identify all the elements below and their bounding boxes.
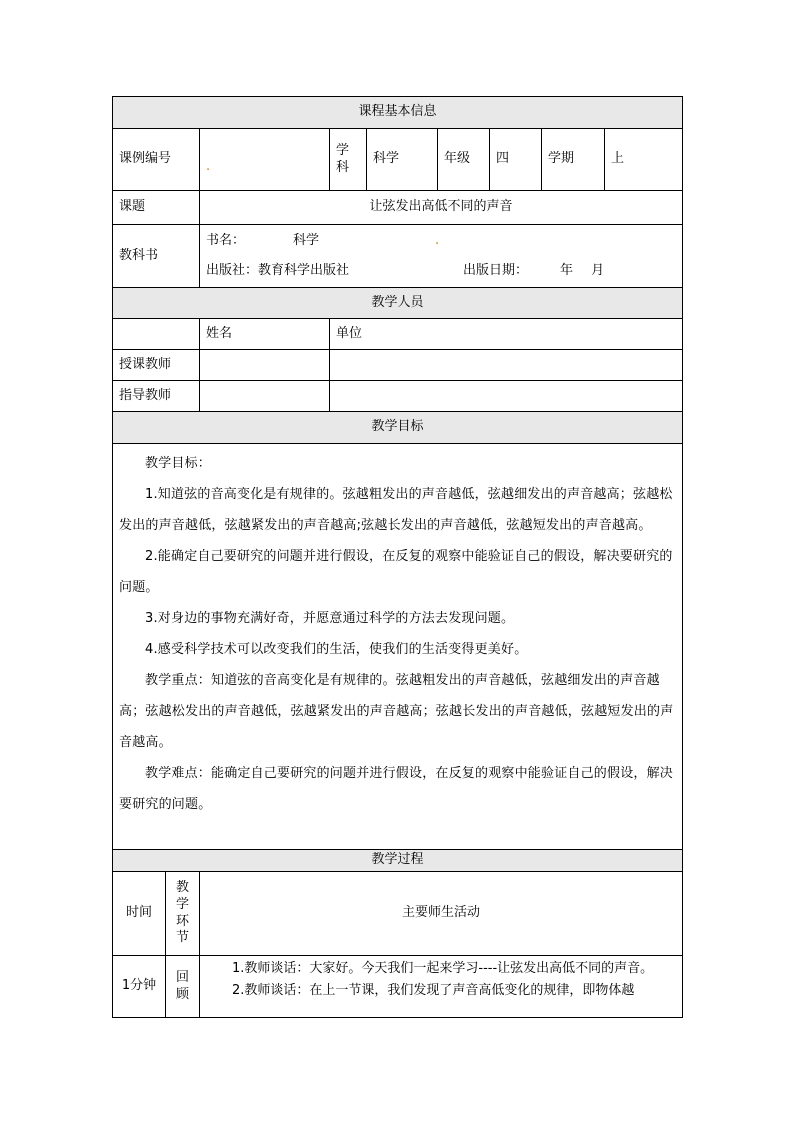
textbook-label: 教科书 bbox=[113, 225, 200, 288]
case-no-value: . bbox=[206, 159, 211, 175]
basic-info-header: 课程基本信息 bbox=[113, 97, 683, 129]
name-column-header: 姓名 bbox=[200, 319, 330, 350]
publisher-value: 教育科学出版社 bbox=[258, 262, 350, 278]
process-activities bbox=[200, 956, 683, 1018]
book-name-value: 科学 bbox=[293, 232, 320, 248]
process-stage: 回 顾 bbox=[166, 956, 200, 1018]
lesson-plan-table bbox=[112, 96, 683, 1018]
teacher-name-cell bbox=[200, 350, 330, 381]
pub-month-label: 月 bbox=[591, 262, 605, 278]
time-column-header: 时间 bbox=[113, 872, 166, 956]
objective-2: 2.能确定自己要研究的问题并进行假设，在反复的观察中能验证自己的假设，解决要研究的问题。 bbox=[119, 549, 673, 595]
topic-label: 课题 bbox=[113, 191, 200, 225]
objective-1: 1.知道弦的音高变化是有规律的。弦越粗发出的声音越低，弦越细发出的声音越高；弦越松发出的声音越低，弦越紧发出的声音越高;弦越长发出的声音越低，弦越短发出的声音越高。 bbox=[119, 487, 673, 533]
objective-4: 4.感受科学技术可以改变我们的生活，使我们的生活变得更美好。 bbox=[145, 642, 528, 657]
grade-value: 四 bbox=[490, 129, 542, 191]
pub-date-label: 出版日期： bbox=[463, 262, 529, 278]
activity-2: 2.教师谈话：在上一节课，我们发现了声音高低变化的规律，即物体越 bbox=[232, 983, 635, 998]
stage-column-header: 教 学 环 节 bbox=[166, 872, 200, 956]
staff-corner-cell bbox=[113, 319, 200, 350]
publisher-label: 出版社： bbox=[206, 262, 259, 278]
key-point: 教学重点：知道弦的音高变化是有规律的。弦越粗发出的声音越低，弦越细发出的声音越高；弦越松发出的声音越低，弦越紧发出的声音越高；弦越长发出的声音越低，弦越短发出的声音越高。 bbox=[119, 673, 674, 750]
activity-1: 1.教师谈话：大家好。今天我们一起来学习----让弦发出高低不同的声音。 bbox=[232, 961, 654, 976]
subject-label: 学 科 bbox=[330, 129, 367, 191]
advisor-label: 指导教师 bbox=[113, 381, 200, 412]
unit-column-header: 单位 bbox=[330, 319, 683, 350]
objective-3: 3.对身边的事物充满好奇，并愿意通过科学的方法去发现问题。 bbox=[145, 611, 515, 626]
objectives-body bbox=[113, 444, 683, 850]
process-header: 教学过程 bbox=[113, 850, 683, 872]
case-no-label: 课例编号 bbox=[113, 129, 200, 191]
pub-year-label: 年 bbox=[560, 262, 574, 278]
staff-header: 教学人员 bbox=[113, 288, 683, 319]
grade-label: 年级 bbox=[438, 129, 490, 191]
teacher-label: 授课教师 bbox=[113, 350, 200, 381]
advisor-unit-cell bbox=[330, 381, 683, 412]
teacher-unit-cell bbox=[330, 350, 683, 381]
activity-column-header: 主要师生活动 bbox=[200, 872, 683, 956]
book-name-label: 书名： bbox=[206, 232, 246, 248]
semester-value: 上 bbox=[605, 129, 683, 191]
objectives-header: 教学目标 bbox=[113, 412, 683, 444]
difficult-point: 教学难点：能确定自己要研究的问题并进行假设，在反复的观察中能验证自己的假设，解决要研究的问题。 bbox=[119, 766, 674, 812]
book-mark: . bbox=[435, 232, 440, 248]
topic-value: 让弦发出高低不同的声音 bbox=[200, 191, 683, 225]
subject-value: 科学 bbox=[367, 129, 438, 191]
objectives-intro: 教学目标： bbox=[145, 456, 212, 471]
semester-label: 学期 bbox=[542, 129, 605, 191]
advisor-name-cell bbox=[200, 381, 330, 412]
textbook-info bbox=[200, 225, 683, 288]
process-time: 1分钟 bbox=[113, 956, 166, 1018]
